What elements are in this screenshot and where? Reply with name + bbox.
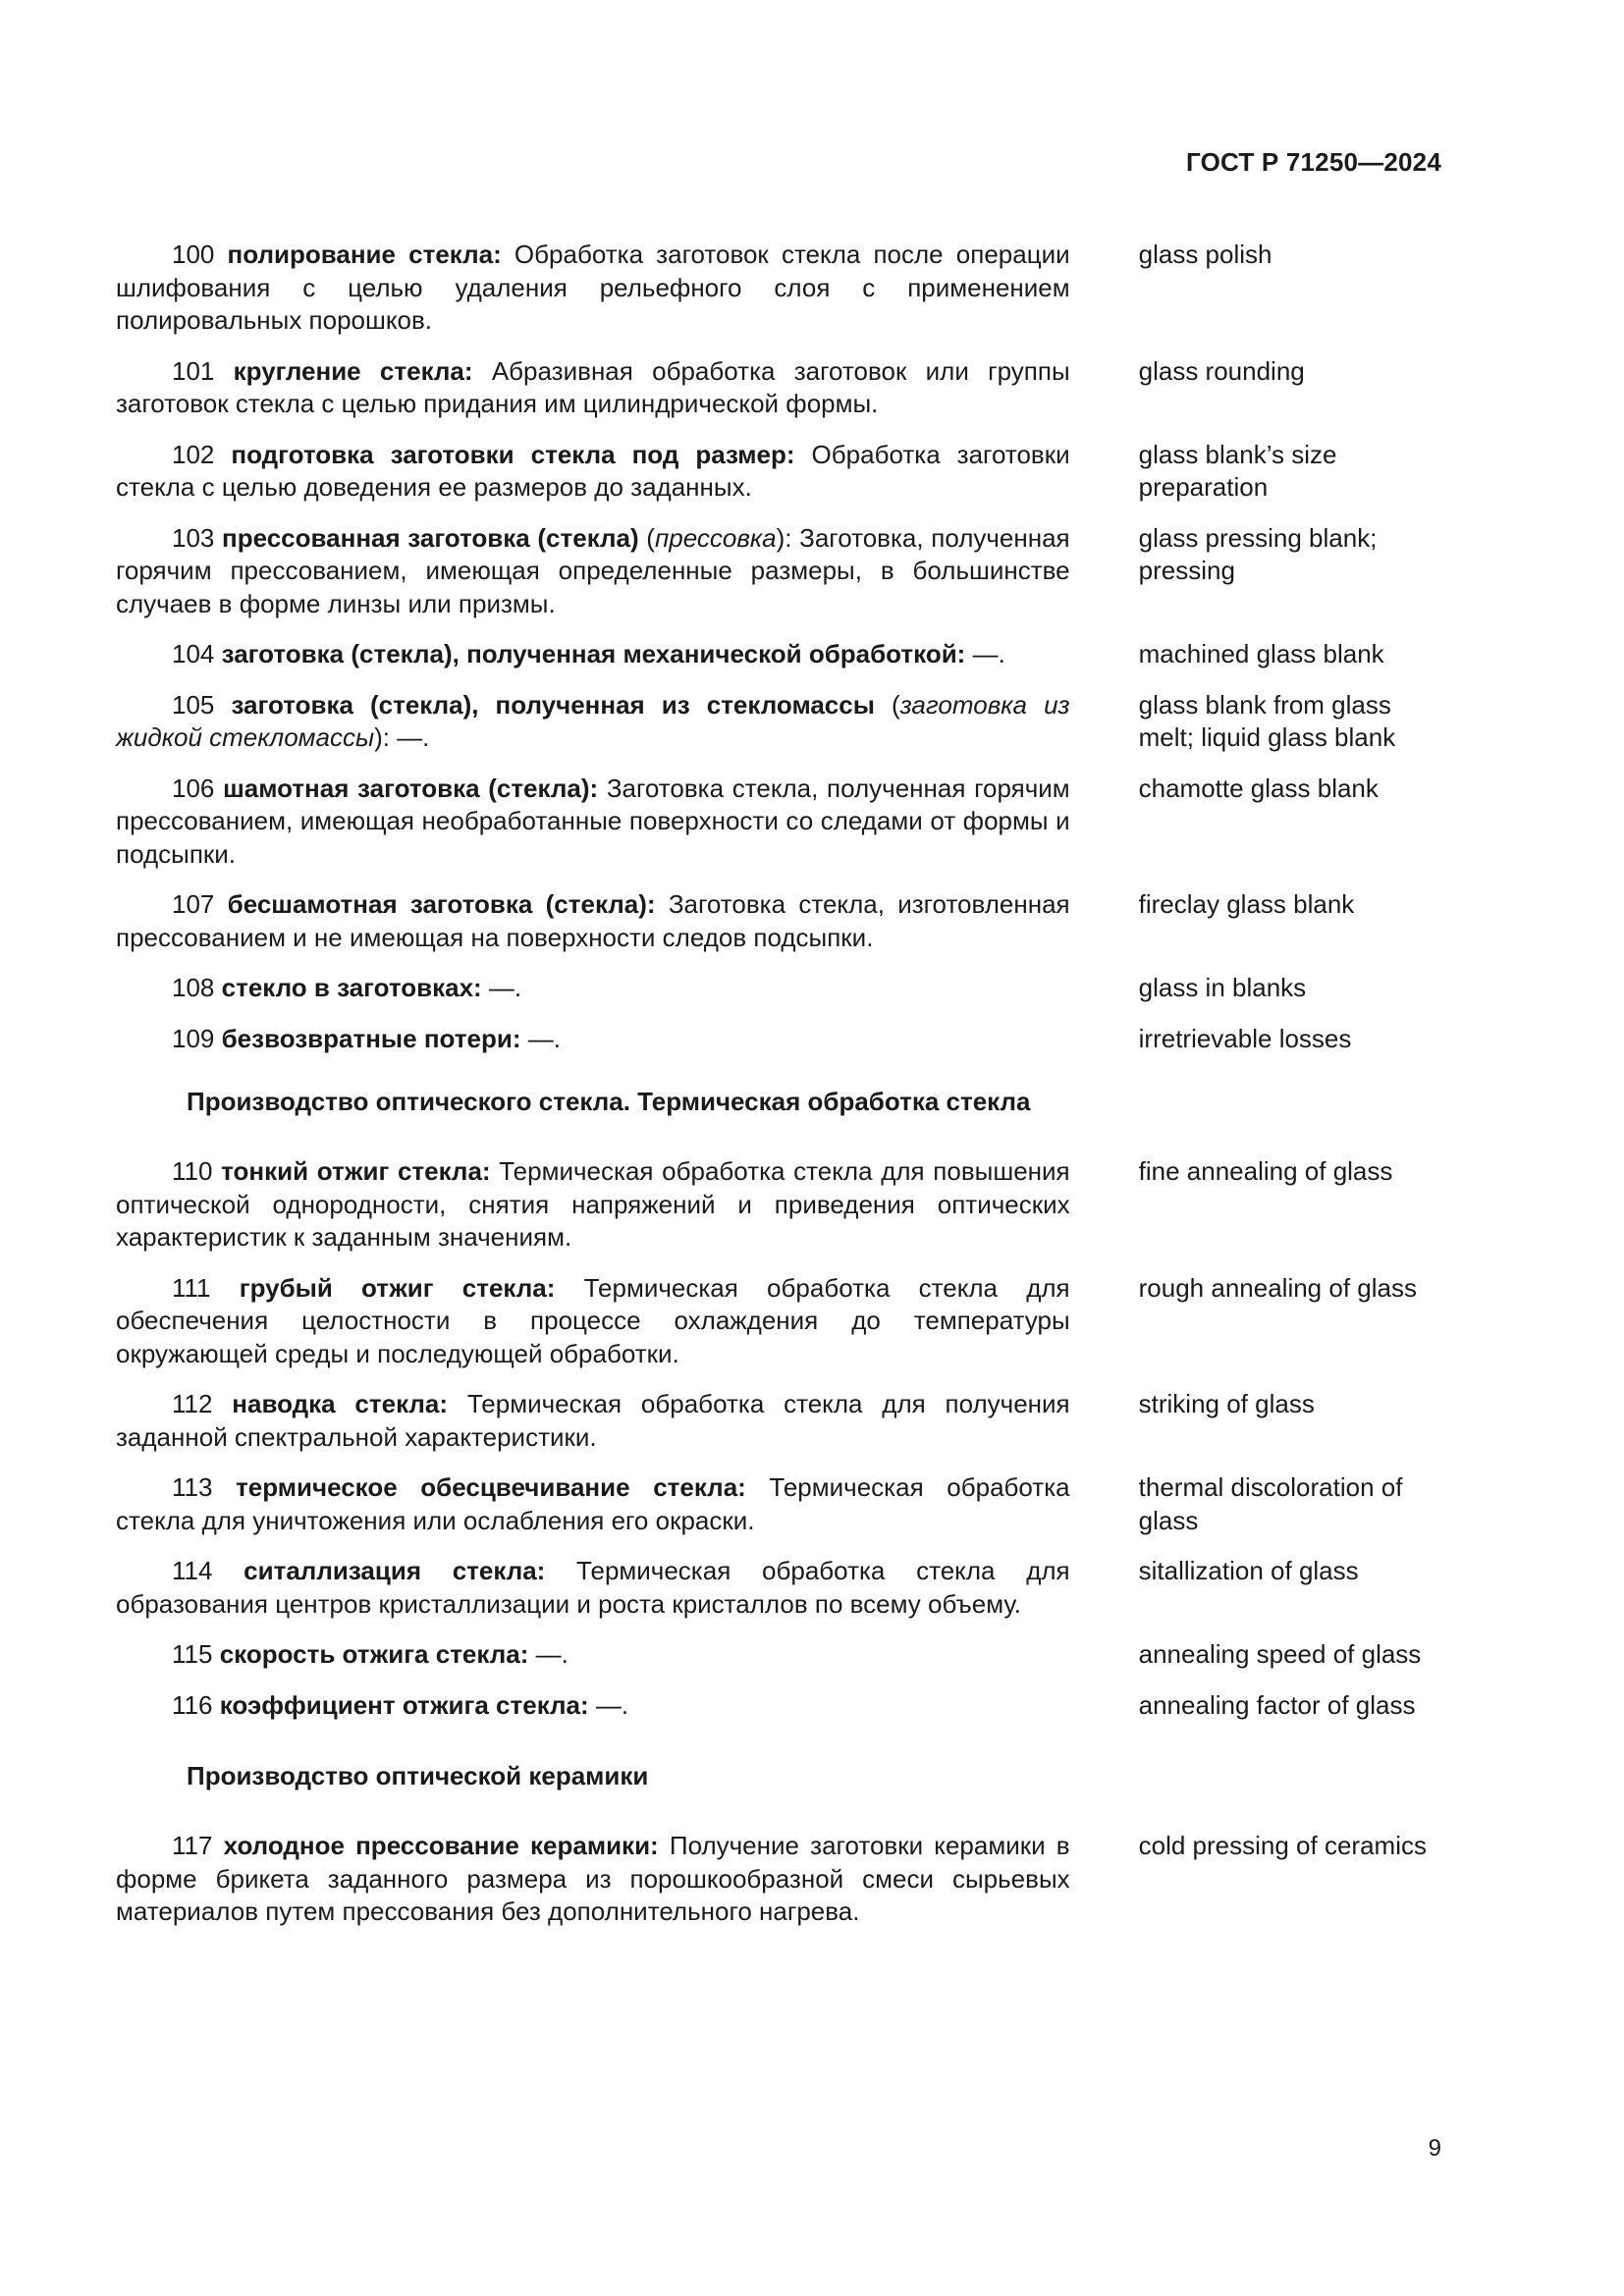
term-definition bbox=[116, 239, 1070, 338]
term-entry bbox=[116, 773, 1432, 872]
term-number: 101 bbox=[172, 355, 215, 386]
term-definition bbox=[116, 773, 1070, 872]
term-name: скорость отжига стекла: bbox=[219, 1639, 529, 1669]
english-equivalent: cold pressing of ceramics bbox=[1138, 1831, 1427, 1860]
term-entry bbox=[116, 1830, 1432, 1929]
term-number: 105 bbox=[172, 689, 215, 720]
term-name: ситаллизация стекла: bbox=[244, 1556, 546, 1585]
english-equivalent: irretrievable losses bbox=[1138, 1023, 1352, 1053]
term-name: наводка стекла: bbox=[232, 1389, 449, 1418]
term-number: 110 bbox=[172, 1156, 213, 1186]
term-number: 104 bbox=[172, 639, 215, 668]
term-entry bbox=[116, 888, 1432, 954]
term-entry bbox=[116, 1471, 1432, 1537]
term-definition bbox=[116, 1388, 1070, 1454]
term-entry bbox=[116, 1638, 1432, 1672]
term-name: заготовка (стекла), полученная из стекломассы bbox=[231, 689, 875, 720]
term-entry bbox=[116, 972, 1432, 1005]
term-definition bbox=[116, 1155, 1070, 1255]
english-equivalent: glass in blanks bbox=[1138, 973, 1307, 1002]
term-number: 111 bbox=[172, 1272, 211, 1303]
term-number: 113 bbox=[172, 1472, 213, 1502]
definition-text: Термическая обработка стекла для повышения оптической однородности, снятия напряжений и приведения оптических характеристик к заданным значениям. bbox=[116, 1156, 1070, 1252]
term-synonym: заготовка из жидкой стекломассы bbox=[116, 689, 1070, 752]
definition-text: —. bbox=[520, 1023, 561, 1053]
term-definition bbox=[116, 522, 1070, 621]
definition-text: Термическая обработка стекла для получения заданной спектральной характеристики. bbox=[116, 1389, 1070, 1452]
paren-open: ( bbox=[874, 689, 900, 720]
term-entry bbox=[116, 1555, 1432, 1621]
term-definition bbox=[116, 1272, 1070, 1371]
term-entry bbox=[116, 689, 1432, 755]
term-definition bbox=[116, 689, 1070, 755]
term-entry bbox=[116, 1023, 1432, 1056]
english-equivalent: glass rounding bbox=[1138, 355, 1305, 386]
definition-text: Обработка заготовок стекла после операции шлифования с целью удаления рельефного слоя с применением полировальных порошков. bbox=[116, 240, 1070, 335]
term-definition bbox=[116, 972, 1070, 1005]
page-number: 9 bbox=[1428, 2135, 1441, 2162]
term-entry bbox=[116, 638, 1432, 671]
definition-text: —. bbox=[528, 1639, 568, 1669]
english-equivalent: glass pressing blank; pressing bbox=[1138, 522, 1378, 585]
term-number: 112 bbox=[172, 1389, 213, 1418]
term-number: 102 bbox=[172, 439, 215, 469]
english-equivalent: glass blank’s size preparation bbox=[1138, 439, 1337, 502]
english-equivalent: thermal discoloration of glass bbox=[1138, 1472, 1403, 1535]
term-number: 115 bbox=[172, 1639, 213, 1669]
term-entry bbox=[116, 1388, 1432, 1454]
term-number: 106 bbox=[172, 773, 215, 803]
term-number: 108 bbox=[172, 973, 215, 1002]
english-equivalent: fine annealing of glass bbox=[1138, 1156, 1393, 1186]
definition-text: ): Заготовка, полученная горячим прессованием, имеющая определенные размеры, в большинстве случаев в форме линзы или призмы. bbox=[116, 522, 1070, 618]
term-entry bbox=[116, 1155, 1432, 1255]
english-equivalent: striking of glass bbox=[1138, 1389, 1315, 1418]
english-equivalent: rough annealing of glass bbox=[1138, 1272, 1417, 1303]
english-equivalent: chamotte glass blank bbox=[1138, 773, 1379, 803]
term-name: коэффициент отжига стекла: bbox=[219, 1689, 589, 1720]
definition-text: Термическая обработка стекла для уничтожения или ослабления его окраски. bbox=[116, 1472, 1070, 1535]
english-equivalent: annealing factor of glass bbox=[1138, 1689, 1416, 1720]
definition-text: —. bbox=[588, 1689, 629, 1720]
term-definition bbox=[116, 1471, 1070, 1537]
definition-text: —. bbox=[965, 639, 1005, 668]
term-name: кругление стекла: bbox=[233, 355, 473, 386]
english-equivalent: fireclay glass blank bbox=[1138, 889, 1355, 919]
term-number: 109 bbox=[172, 1023, 215, 1053]
english-equivalent: glass blank from glass melt; liquid glass blank bbox=[1138, 689, 1396, 752]
term-number: 116 bbox=[172, 1689, 213, 1720]
term-number: 107 bbox=[172, 889, 215, 919]
term-definition bbox=[116, 1830, 1070, 1929]
term-definition bbox=[116, 1638, 1070, 1672]
english-equivalent: machined glass blank bbox=[1138, 639, 1384, 668]
term-definition bbox=[116, 1555, 1070, 1621]
term-name: безвозвратные потери: bbox=[221, 1023, 521, 1053]
term-name: холодное прессование керамики: bbox=[223, 1831, 659, 1860]
term-number: 114 bbox=[172, 1556, 213, 1585]
term-definition bbox=[116, 888, 1070, 954]
definition-text: Обработка заготовки стекла с целью доведения ее размеров до заданных. bbox=[116, 439, 1070, 502]
term-name: подготовка заготовки стекла под размер: bbox=[231, 439, 795, 469]
term-entry bbox=[116, 355, 1432, 421]
term-entry bbox=[116, 1272, 1432, 1371]
term-number: 100 bbox=[172, 240, 215, 269]
term-name: шамотная заготовка (стекла): bbox=[223, 773, 599, 803]
term-entry bbox=[116, 1689, 1432, 1723]
english-equivalent: sitallization of glass bbox=[1138, 1556, 1359, 1585]
term-name: стекло в заготовках: bbox=[221, 973, 482, 1002]
definition-text: Термическая обработка стекла для образования центров кристаллизации и роста кристаллов по всему объему. bbox=[116, 1556, 1070, 1619]
term-number: 117 bbox=[172, 1831, 213, 1860]
section-heading: Производство оптической керамики bbox=[187, 1761, 649, 1790]
definition-text: Получение заготовки керамики в форме брикета заданного размера из порошкообразной смеси сырьевых материалов путем прессования без дополнительного нагрева. bbox=[116, 1831, 1070, 1926]
term-number: 103 bbox=[172, 522, 215, 553]
term-name: грубый отжиг стекла: bbox=[239, 1272, 556, 1303]
term-entry bbox=[116, 522, 1432, 621]
term-name: заготовка (стекла), полученная механической обработкой: bbox=[221, 639, 966, 668]
definition-text: ): —. bbox=[374, 722, 430, 752]
section-heading: Производство оптического стекла. Термическая обработка стекла bbox=[187, 1087, 1031, 1116]
term-entry bbox=[116, 439, 1432, 505]
term-definition bbox=[116, 1689, 1070, 1723]
paren-open: ( bbox=[638, 522, 655, 553]
terms-list bbox=[116, 239, 1432, 1947]
definition-text: Термическая обработка стекла для обеспечения целостности в процессе охлаждения до температуры окружающей среды и последующей обработки. bbox=[116, 1272, 1070, 1368]
term-entry bbox=[116, 239, 1432, 338]
term-name: прессованная заготовка (стекла) bbox=[222, 522, 639, 553]
term-name: бесшамотная заготовка (стекла): bbox=[227, 889, 656, 919]
term-synonym: прессовка bbox=[654, 522, 777, 553]
term-definition bbox=[116, 1023, 1070, 1056]
english-equivalent: glass polish bbox=[1138, 240, 1272, 269]
term-name: термическое обесцвечивание стекла: bbox=[236, 1472, 746, 1502]
english-equivalent: annealing speed of glass bbox=[1138, 1639, 1422, 1669]
definition-text: —. bbox=[481, 973, 522, 1002]
definition-text: Заготовка стекла, полученная горячим прессованием, имеющая необработанные поверхности со следами от формы и подсыпки. bbox=[116, 773, 1070, 869]
term-name: полирование стекла: bbox=[227, 240, 502, 269]
term-definition bbox=[116, 355, 1070, 421]
term-name: тонкий отжиг стекла: bbox=[221, 1156, 491, 1186]
term-definition bbox=[116, 638, 1070, 671]
standard-designation: ГОСТ Р 71250—2024 bbox=[1186, 147, 1441, 177]
definition-text: Заготовка стекла, изготовленная прессованием и не имеющая на поверхности следов подсыпки. bbox=[116, 889, 1070, 952]
definition-text: Абразивная обработка заготовок или группы заготовок стекла с целью придания им цилиндрической формы. bbox=[116, 355, 1070, 418]
term-definition bbox=[116, 439, 1070, 505]
